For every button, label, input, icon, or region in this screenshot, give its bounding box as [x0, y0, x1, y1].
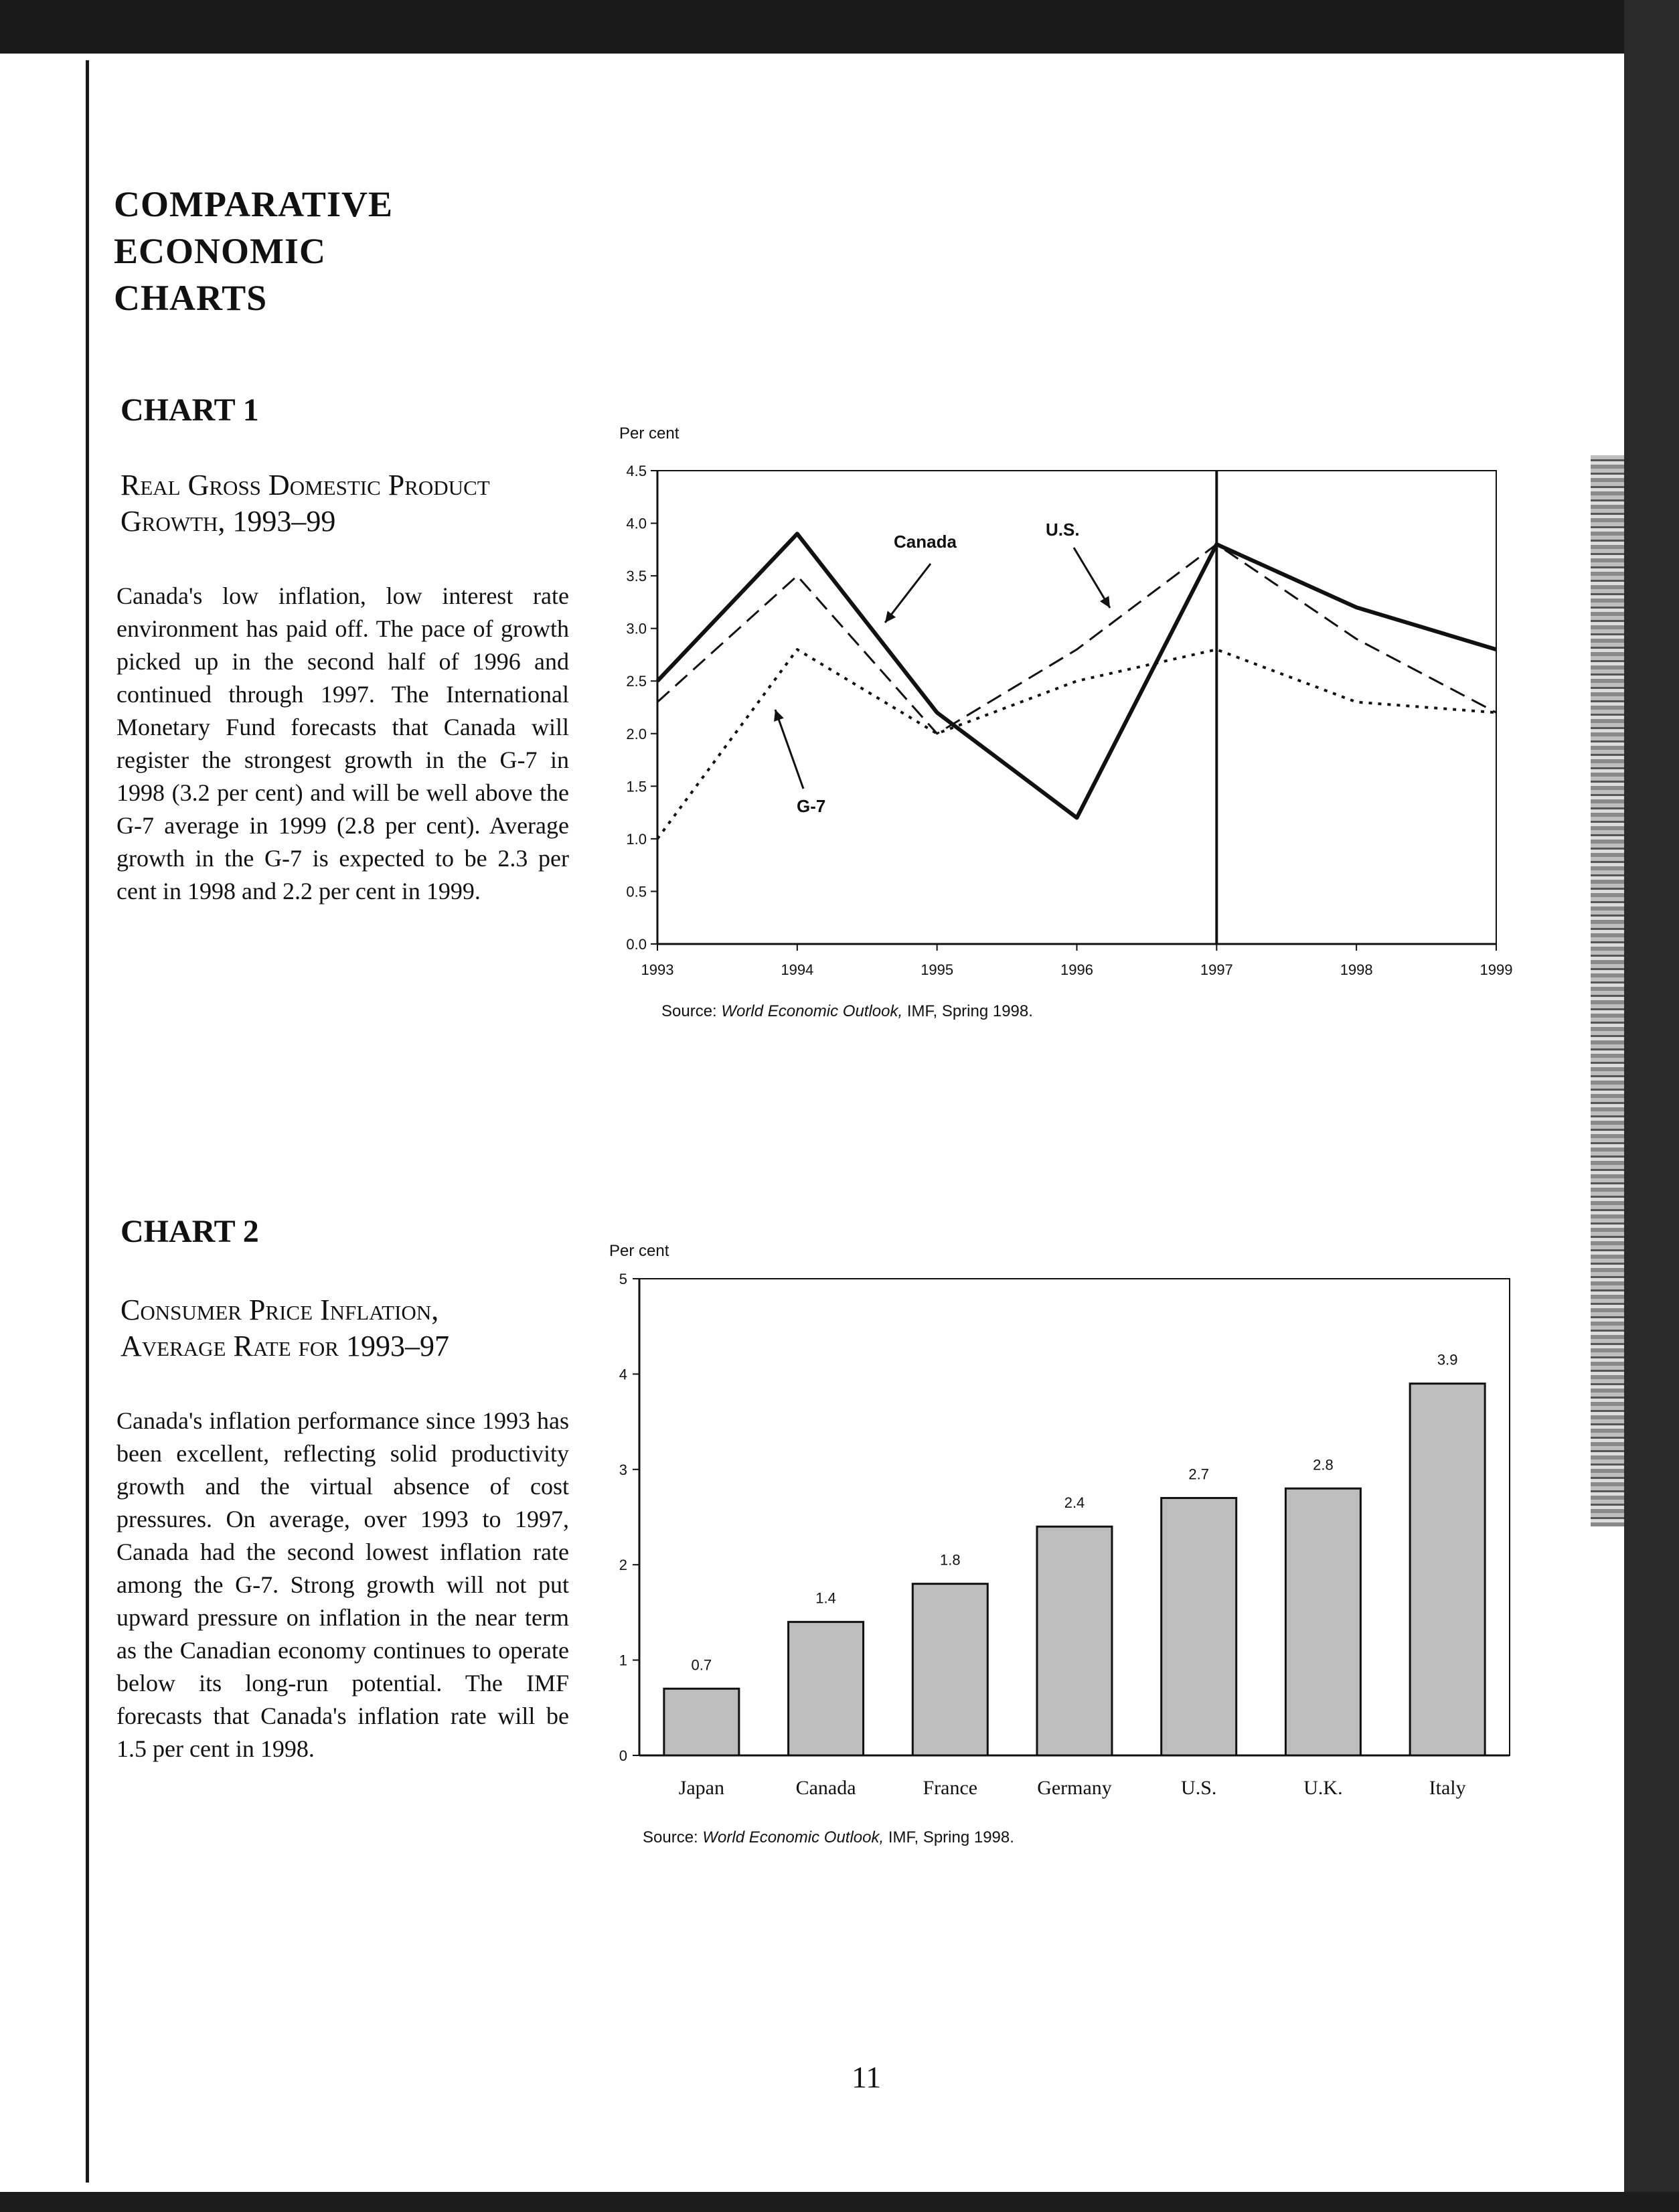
- chart1-ylabel: Per cent: [619, 424, 679, 443]
- chart1-label-arrow: [885, 564, 931, 623]
- chart1-xtick-label: 1999: [1480, 961, 1513, 978]
- chart2-data-label: 1.4: [815, 1589, 836, 1607]
- chart2-data-label: 1.8: [939, 1551, 961, 1569]
- chart1-series-canada: [657, 534, 1496, 817]
- chart2-category-label: Germany: [1037, 1777, 1112, 1799]
- chart2-paragraph: Canada's inflation performance since 1993 has been excellent, reflecting solid productivity growth and the virtual absence of cost pressures. On average, over 1993 to 1997, Canada had the second lowest inflation rate among the G-7. Strong growth will not put upward pressure on inflation in the near term as the Canadian economy continues to operate below its long-run potential. The IMF forecasts that Canada's inflation rate will be 1.5 per cent in 1998.: [116, 1407, 569, 1762]
- chart1-plot: [619, 424, 1512, 1020]
- page-number: 11: [852, 2060, 882, 2094]
- chart2-bar: [1285, 1488, 1360, 1755]
- chart2-data-label: 2.4: [1064, 1494, 1085, 1512]
- chart2-data-label: 0.7: [691, 1656, 712, 1674]
- chart1-series-label: Canada: [894, 532, 957, 552]
- chart2-plot: [609, 1242, 1510, 1846]
- chart2-category-label: Canada: [795, 1777, 856, 1799]
- chart1-ytick-label: 2.0: [626, 725, 647, 742]
- chart1-ytick-label: 4.0: [626, 515, 647, 532]
- chart1-xtick-label: 1996: [1060, 961, 1093, 978]
- chart2-category-label: France: [923, 1777, 978, 1799]
- chart1-ytick-label: 0.5: [626, 883, 647, 900]
- chart1-xtick-label: 1997: [1200, 961, 1233, 978]
- chart1-series-g7: [657, 649, 1496, 839]
- chart2-heading-line-1: Consumer Price Inflation,: [121, 1293, 439, 1326]
- chart1-series-us: [657, 544, 1496, 734]
- chart1-ytick-label: 1.0: [626, 830, 647, 848]
- chart1-label: CHART 1: [121, 392, 259, 428]
- chart1-ytick-label: 3.0: [626, 620, 647, 637]
- chart2-ytick-label: 3: [619, 1461, 627, 1478]
- chart2-category-label: Italy: [1429, 1777, 1466, 1799]
- chart1-xtick-label: 1994: [781, 961, 814, 978]
- chart1-heading-line-2: Growth, 1993–99: [121, 505, 336, 538]
- page-title-line-2: ECONOMIC: [114, 231, 326, 271]
- chart2-bar: [1162, 1498, 1236, 1755]
- chart2-ytick-label: 0: [619, 1747, 627, 1764]
- chart1-paragraph: Canada's low inflation, low interest rate environment has paid off. The pace of growth picked up in the second half of 1996 and continued through 1997. The International Monetary Fund forecasts that Canada will register the strongest growth in the G-7 in 1998 (3.2 per cent) and will be well above the G-7 average in 1999 (2.8 per cent). Average growth in the G-7 is expected to be 2.3 per cent in 1998 and 2.2 per cent in 1999.: [116, 582, 569, 904]
- page-title-line-1: COMPARATIVE: [114, 184, 393, 224]
- chart1-ytick-label: 2.5: [626, 673, 647, 690]
- chart2-category-label: Japan: [678, 1777, 725, 1799]
- chart2-category-label: U.S.: [1181, 1777, 1217, 1799]
- chart2-ytick-label: 1: [619, 1652, 627, 1669]
- chart1-heading-line-1: Real Gross Domestic Product: [121, 469, 490, 501]
- chart1-series-label: U.S.: [1046, 520, 1080, 540]
- chart1-xtick-label: 1993: [641, 961, 674, 978]
- chart2-ytick-label: 5: [619, 1271, 627, 1287]
- chart1-xtick-label: 1995: [921, 961, 954, 978]
- chart1-ytick-label: 4.5: [626, 463, 647, 479]
- chart1-xtick-label: 1998: [1340, 961, 1373, 978]
- chart2-data-label: 2.8: [1313, 1456, 1334, 1474]
- chart1-source: Source: World Economic Outlook, IMF, Spring 1998.: [661, 1002, 1033, 1020]
- chart2-bar: [664, 1688, 739, 1755]
- chart2-bar: [912, 1584, 987, 1755]
- chart2-category-label: U.K.: [1303, 1777, 1343, 1799]
- chart1-arrowhead: [774, 710, 784, 722]
- chart1-arrowhead: [885, 611, 896, 623]
- chart1-series-label: G-7: [797, 796, 826, 816]
- chart2-data-label: 2.7: [1188, 1466, 1210, 1483]
- chart2-bar: [1037, 1526, 1112, 1755]
- chart2-bar: [1410, 1384, 1485, 1755]
- chart1-ytick-label: 3.5: [626, 568, 647, 585]
- chart2-ylabel: Per cent: [609, 1242, 669, 1260]
- chart2-ytick-label: 2: [619, 1557, 627, 1574]
- chart1-frame: [657, 471, 1496, 944]
- chart1-ytick-label: 0.0: [626, 936, 647, 953]
- page-title-line-3: CHARTS: [114, 278, 268, 318]
- chart1-label-arrow: [775, 710, 803, 789]
- chart2-ytick-label: 4: [619, 1366, 627, 1383]
- chart1-ytick-label: 1.5: [626, 778, 647, 795]
- chart2-source: Source: World Economic Outlook, IMF, Spring 1998.: [643, 1828, 1014, 1846]
- chart2-label: CHART 2: [121, 1214, 259, 1249]
- chart2-bar: [789, 1622, 864, 1755]
- chart2-data-label: 3.9: [1437, 1351, 1458, 1368]
- chart2-heading-line-2: Average Rate for 1993–97: [121, 1330, 449, 1362]
